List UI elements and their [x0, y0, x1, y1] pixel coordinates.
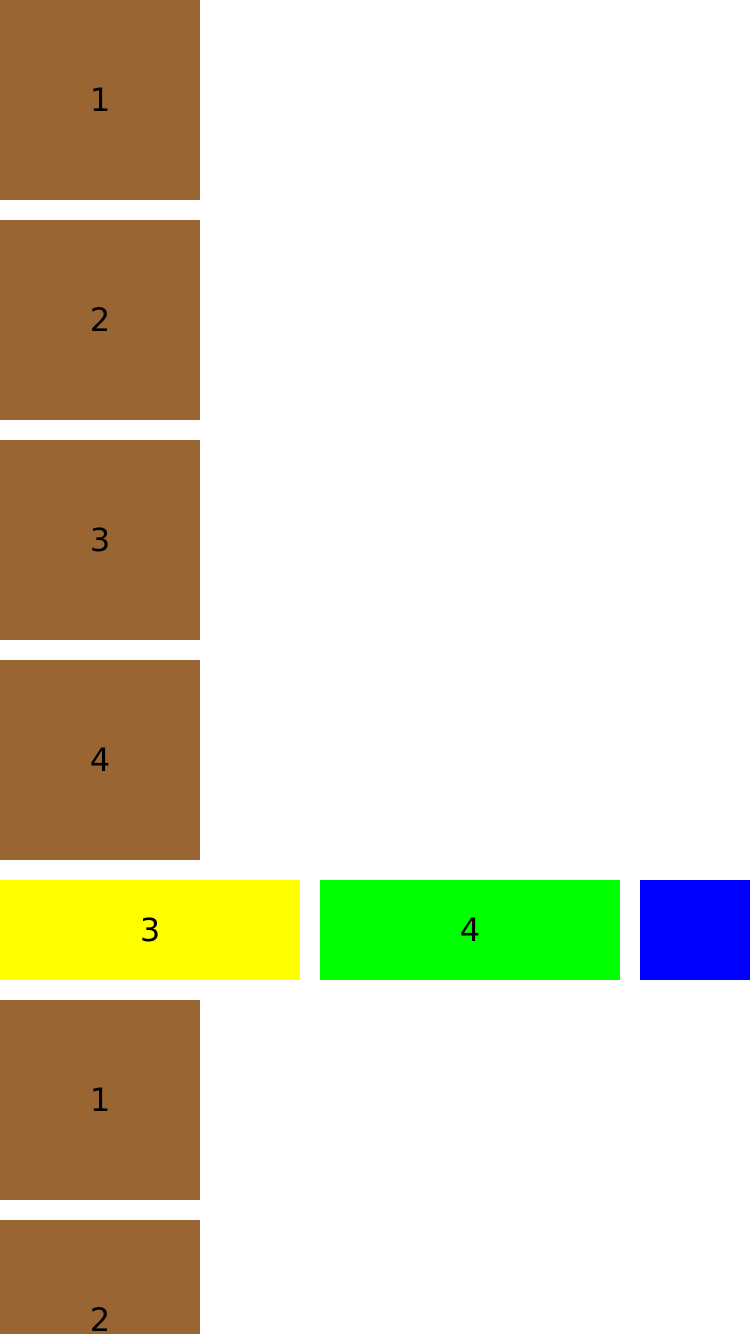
list-item-label: 1: [89, 81, 111, 119]
list-item-label: 2: [89, 1301, 111, 1334]
list-item[interactable]: [0, 440, 200, 640]
list-item[interactable]: [0, 0, 200, 200]
list-item[interactable]: [0, 220, 200, 420]
bottom-vertical-list[interactable]: [0, 1000, 200, 1334]
list-item[interactable]: [0, 1220, 200, 1334]
list-item[interactable]: [0, 660, 200, 860]
horizontal-list-item[interactable]: [320, 880, 620, 980]
list-item-label: 3: [89, 521, 111, 559]
list-item-label: 2: [89, 301, 111, 339]
horizontal-list-item[interactable]: [640, 880, 750, 980]
list-item[interactable]: [0, 1000, 200, 1200]
horizontal-scroll-list[interactable]: [0, 880, 750, 980]
horizontal-list-item-label: 3: [139, 911, 161, 949]
top-vertical-list[interactable]: [0, 0, 200, 860]
list-item-label: 4: [89, 741, 111, 779]
horizontal-list-item-label: 4: [459, 911, 481, 949]
list-item-label: 1: [89, 1081, 111, 1119]
horizontal-list-track: [0, 880, 750, 980]
horizontal-list-item[interactable]: [0, 880, 300, 980]
